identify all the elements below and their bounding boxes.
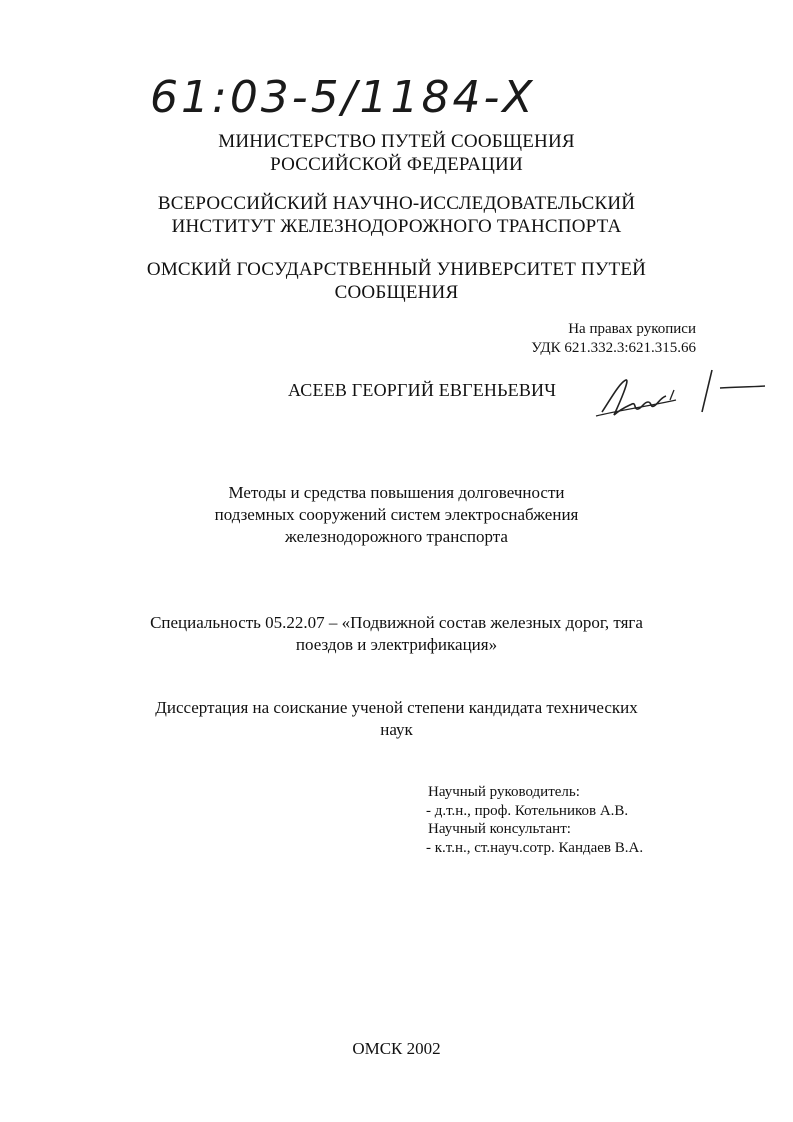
specialty-line-2: поездов и электрификация» (295, 635, 498, 654)
consultant-label: Научный консультант: (428, 821, 571, 837)
institute-line-2: ИНСТИТУТ ЖЕЛЕЗНОДОРОЖНОГО ТРАНСПОРТА (171, 216, 622, 237)
manuscript-note: На правах рукописи (568, 321, 696, 337)
university-line-1: ОМСКИЙ ГОСУДАРСТВЕННЫЙ УНИВЕРСИТЕТ ПУТЕЙ (146, 259, 647, 280)
consultant-name: - к.т.н., ст.науч.сотр. Кандаев В.А. (426, 840, 644, 856)
specialty-line-1: Специальность 05.22.07 – «Подвижной состав железных дорог, тяга (150, 613, 643, 632)
archive-code-handwritten: 61:03-5/1184-Х (150, 72, 536, 123)
supervisor-label: Научный руководитель: (428, 784, 580, 800)
degree-line-2: наук (380, 720, 413, 739)
degree-line-1: Диссертация на соискание ученой степени кандидата технических (155, 698, 638, 717)
udc-code: УДК 621.332.3:621.315.66 (531, 340, 696, 356)
dissertation-title-line-2: подземных сооружений систем электроснабжения (214, 505, 579, 524)
dissertation-title-line-3: железнодорожного транспорта (285, 527, 508, 546)
institute-line-1: ВСЕРОССИЙСКИЙ НАУЧНО-ИССЛЕДОВАТЕЛЬСКИЙ (157, 193, 636, 214)
supervisor-name: - д.т.н., проф. Котельников А.В. (426, 803, 629, 819)
ministry-line-2: РОССИЙСКОЙ ФЕДЕРАЦИИ (270, 154, 523, 175)
university-line-2: СООБЩЕНИЯ (334, 282, 459, 303)
city-year: ОМСК 2002 (352, 1039, 441, 1058)
dissertation-title-line-1: Методы и средства повышения долговечности (228, 483, 565, 502)
author-name: АСЕЕВ ГЕОРГИЙ ЕВГЕНЬЕВИЧ (288, 380, 557, 400)
author-signature (590, 360, 770, 430)
ministry-line-1: МИНИСТЕРСТВО ПУТЕЙ СООБЩЕНИЯ (218, 131, 575, 152)
